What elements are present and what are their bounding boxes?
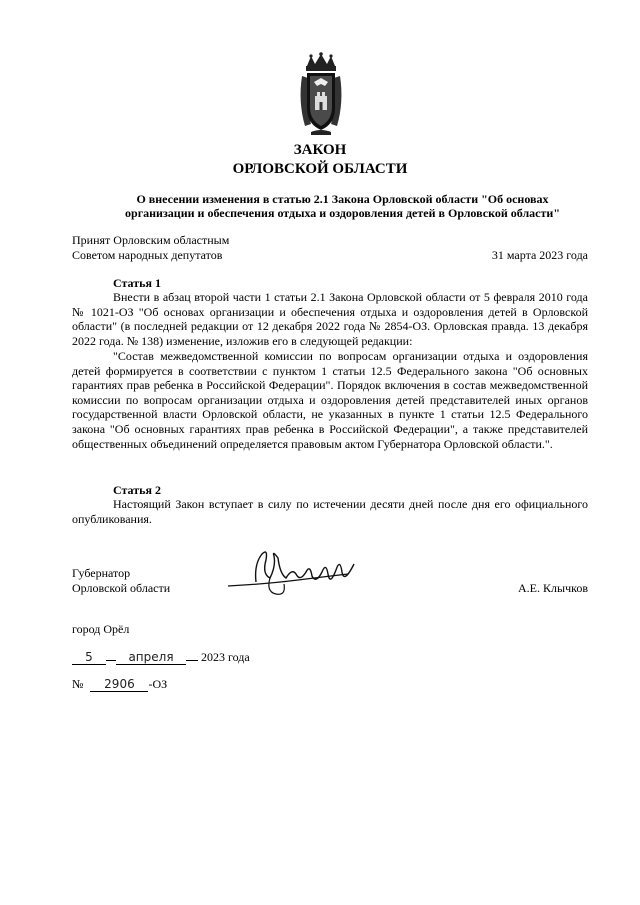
adoption-line-2: Советом народных депутатов bbox=[72, 248, 223, 262]
adoption-line-1: Принят Орловским областным bbox=[72, 233, 230, 247]
law-number-value: 2906 bbox=[90, 677, 148, 692]
law-number bbox=[72, 677, 167, 692]
signatory-name: А.Е. Клычков bbox=[518, 581, 588, 595]
article-2-heading: Статья 2 bbox=[113, 483, 161, 497]
law-number-prefix: № bbox=[72, 677, 84, 691]
signing-month: апреля bbox=[116, 650, 186, 665]
article-2-paragraph-1: Настоящий Закон вступает в силу по истечении десяти дней после дня его официального опубликования. bbox=[72, 497, 588, 526]
signing-year: 2023 года bbox=[201, 650, 250, 664]
signing-date bbox=[72, 650, 250, 665]
adoption-date: 31 марта 2023 года bbox=[491, 248, 588, 262]
document-title-region: ОРЛОВСКОЙ ОБЛАСТИ bbox=[232, 161, 408, 177]
signatory-position-line-2: Орловской области bbox=[72, 581, 171, 595]
article-1-heading: Статья 1 bbox=[113, 276, 161, 290]
signatory-position bbox=[72, 566, 170, 596]
signatory-position-line-1: Губернатор bbox=[72, 566, 131, 580]
governor-signature bbox=[226, 544, 362, 604]
article-1-paragraph-1: Внести в абзац второй части 1 статьи 2.1 Закона Орловской области от 5 февраля 2010 года № 1021-ОЗ "Об основах организации и обеспечения отдыха и оздоровления детей в Орловской области" (в последней редакции от 12 декабря 2022 года № 2854-ОЗ. Орловская правда. 13 декабря 2022 года. № 138) изменение, изложив его в следующей редакции: bbox=[72, 290, 588, 348]
place-of-signing: город Орёл bbox=[72, 622, 130, 636]
law-subject-line-2: организации и обеспечения отдыха и оздоровления детей в Орловской области" bbox=[125, 206, 560, 220]
signing-day: 5 bbox=[72, 650, 106, 665]
law-number-suffix: -ОЗ bbox=[148, 677, 168, 691]
document-title: ЗАКОН bbox=[293, 142, 347, 158]
orel-oblast-coat-of-arms-icon bbox=[297, 52, 345, 136]
article-1-paragraph-2: "Состав межведомственной комиссии по вопросам организации отдыха и оздоровления детей формируется в соответствии с пунктом 1 статьи 12.5 Федерального закона "Об основных гарантиях прав ребенка в Российской Федерации". Порядок включения в состав межведомственной комиссии по вопросам организации отдыха и оздоровления детей представителей иных органов государственной власти Орловской области, не указанных в пункте 1 статьи 12.5 Федерального закона "Об основных гарантиях прав ребенка в Российской Федерации", а также представителей общественных объединений определяется правовым актом Губернатора Орловской области.". bbox=[72, 349, 588, 451]
law-subject-line-1: О внесении изменения в статью 2.1 Закона Орловской области "Об основах bbox=[136, 192, 549, 206]
adoption-block bbox=[72, 233, 229, 263]
